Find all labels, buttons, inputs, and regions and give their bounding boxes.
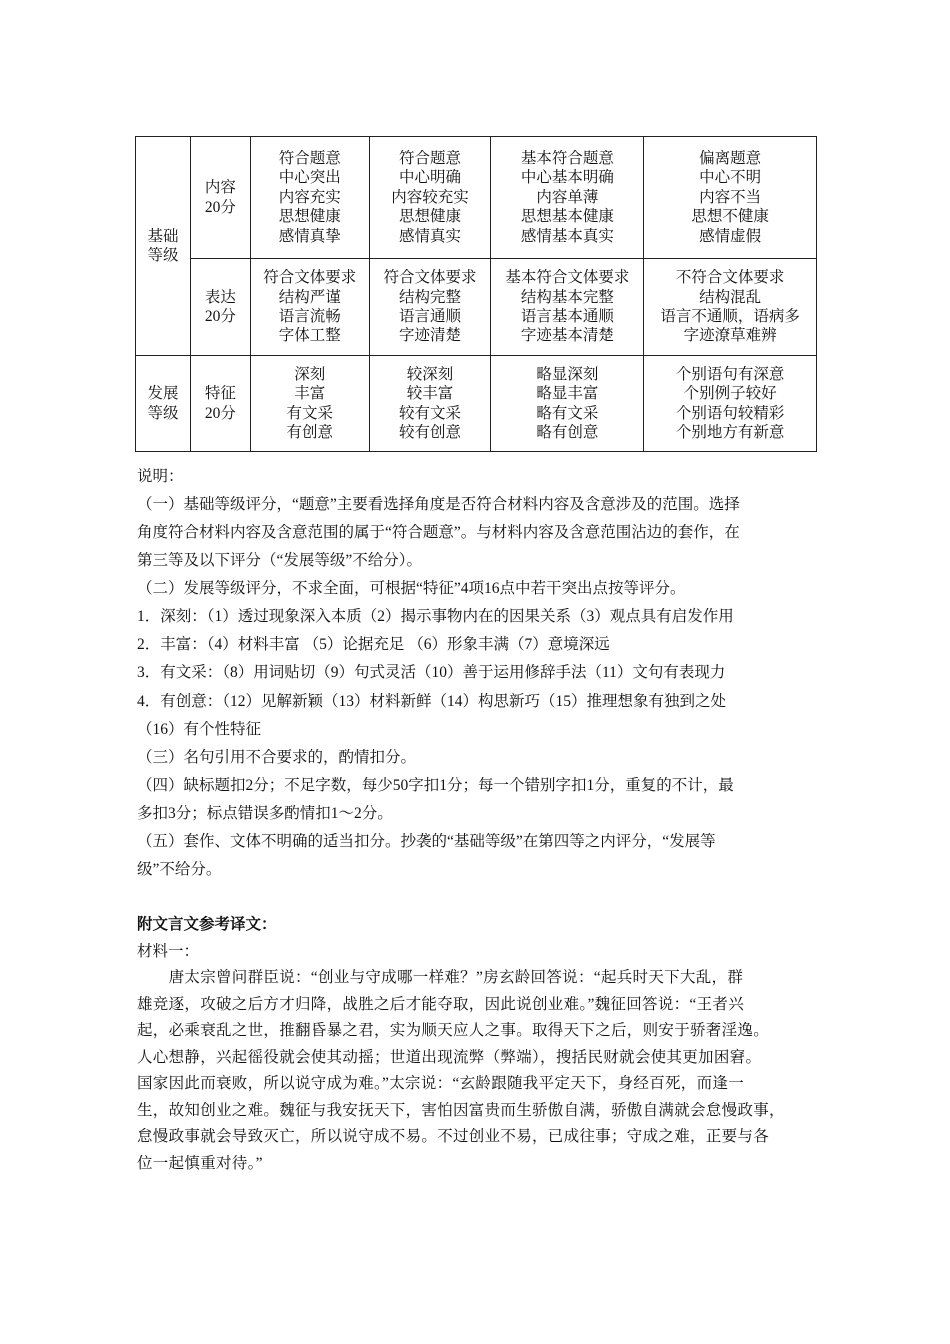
criteria-cell: 符合文体要求 结构完整 语言通顺 字迹清楚 xyxy=(369,259,491,356)
translation-line: 国家因此而衰败，所以说守成为难。”太宗说：“玄龄跟随我平定天下，身经百死，而逢一 xyxy=(137,1075,745,1092)
note-line: 多扣3分；标点错误多酌情扣1～2分。 xyxy=(137,804,393,822)
criteria-cell: 基本符合文体要求 结构基本完整 语言基本通顺 字迹基本清楚 xyxy=(491,259,644,356)
table-row xyxy=(136,356,817,452)
note-line: 4．有创意：（12）见解新颖（13）材料新鲜（14）构思新巧（15）推理想象有独到之处 xyxy=(137,692,727,710)
grade-level-cell: 发展 等级 xyxy=(136,356,191,452)
note-line: 1．深刻：（1）透过现象深入本质（2）揭示事物内在的因果关系（3）观点具有启发作用 xyxy=(137,608,734,626)
criteria-cell: 略显深刻 略显丰富 略有文采 略有创意 xyxy=(491,356,644,452)
table-row xyxy=(136,137,817,259)
criteria-cell: 深刻 丰富 有文采 有创意 xyxy=(250,356,369,452)
translation-line: 雄竞逐，攻破之后方才归降，战胜之后才能夺取，因此说创业难。”魏征回答说：“王者兴 xyxy=(137,995,745,1013)
translation-line: 人心想静，兴起徭役就会使其动摇；世道出现流弊（弊端），搜括民财就会使其更加困窘。 xyxy=(137,1048,762,1066)
criteria-cell: 符合题意 中心明确 内容较充实 思想健康 感情真实 xyxy=(369,137,491,259)
translation-line: 位一起慎重对待。” xyxy=(137,1154,263,1172)
note-line: （二）发展等级评分，不求全面，可根据“特征”4项16点中若干突出点按等评分。 xyxy=(137,580,686,598)
criteria-cell: 偏离题意 中心不明 内容不当 思想不健康 感情虚假 xyxy=(644,137,817,259)
criteria-cell: 不符合文体要求 结构混乱 语言不通顺，语病多 字迹潦草难辨 xyxy=(644,259,817,356)
note-line: （五）套作、文体不明确的适当扣分。抄袭的“基础等级”在第四等之内评分，“发展等 xyxy=(137,832,716,850)
grade-level-cell: 基础 等级 xyxy=(136,137,191,356)
translation-section xyxy=(137,912,827,1177)
note-line: 2．丰富：（4）材料丰富 （5）论据充足 （6）形象丰满（7）意境深远 xyxy=(137,636,610,654)
note-line: 3．有文采：（8）用词贴切（9）句式灵活（10）善于运用修辞手法（11）文句有表现力 xyxy=(137,664,726,682)
note-line: 级”不给分。 xyxy=(137,860,222,878)
translation-line: 唐太宗曾问群臣说：“创业与守成哪一样难？”房玄龄回答说：“起兵时天下大乱，群 xyxy=(137,969,744,986)
translation-line: 怠慢政事就会导致灭亡，所以说守成不易。不过创业不易，已成往事；守成之难，正要与各 xyxy=(137,1128,770,1145)
note-line: 说明： xyxy=(137,468,184,485)
note-line: （一）基础等级评分，“题意”主要看选择角度是否符合材料内容及含意涉及的范围。选择 xyxy=(137,496,740,514)
category-cell: 特征 20分 xyxy=(190,356,250,452)
material-label: 材料一： xyxy=(137,942,200,960)
notes-section xyxy=(137,463,827,884)
translation-line: 生，故知创业之难。魏征与我安抚天下，害怕因富贵而生骄傲自满，骄傲自满就会怠慢政事， xyxy=(137,1101,785,1119)
criteria-cell: 较深刻 较丰富 较有文采 较有创意 xyxy=(369,356,491,452)
note-line: （三）名句引用不合要求的，酌情扣分。 xyxy=(137,748,417,766)
category-cell: 表达 20分 xyxy=(190,259,250,356)
note-line: 角度符合材料内容及含意范围的属于“符合题意”。与材料内容及含意范围沾边的套作，在 xyxy=(137,524,740,542)
criteria-cell: 个别语句有深意 个别例子较好 个别语句较精彩 个别地方有新意 xyxy=(644,356,817,452)
note-line: （四）缺标题扣2分；不足字数，每少50字扣1分；每一个错别字扣1分，重复的不计，最 xyxy=(137,776,734,794)
translation-heading: 附文言文参考译文： xyxy=(137,916,277,933)
criteria-cell: 符合题意 中心突出 内容充实 思想健康 感情真挚 xyxy=(250,137,369,259)
table-row xyxy=(136,259,817,356)
category-cell: 内容 20分 xyxy=(190,137,250,259)
criteria-cell: 符合文体要求 结构严谨 语言流畅 字体工整 xyxy=(250,259,369,356)
criteria-cell: 基本符合题意 中心基本明确 内容单薄 思想基本健康 感情基本真实 xyxy=(491,137,644,259)
note-line: （16）有个性特征 xyxy=(137,720,262,738)
translation-line: 起，必乘衰乱之世，推翻昏暴之君，实为顺天应人之事。取得天下之后，则安于骄奢淫逸。 xyxy=(137,1022,770,1039)
note-line: 第三等及以下评分（“发展等级”不给分）。 xyxy=(137,552,423,570)
grading-table xyxy=(135,136,817,452)
